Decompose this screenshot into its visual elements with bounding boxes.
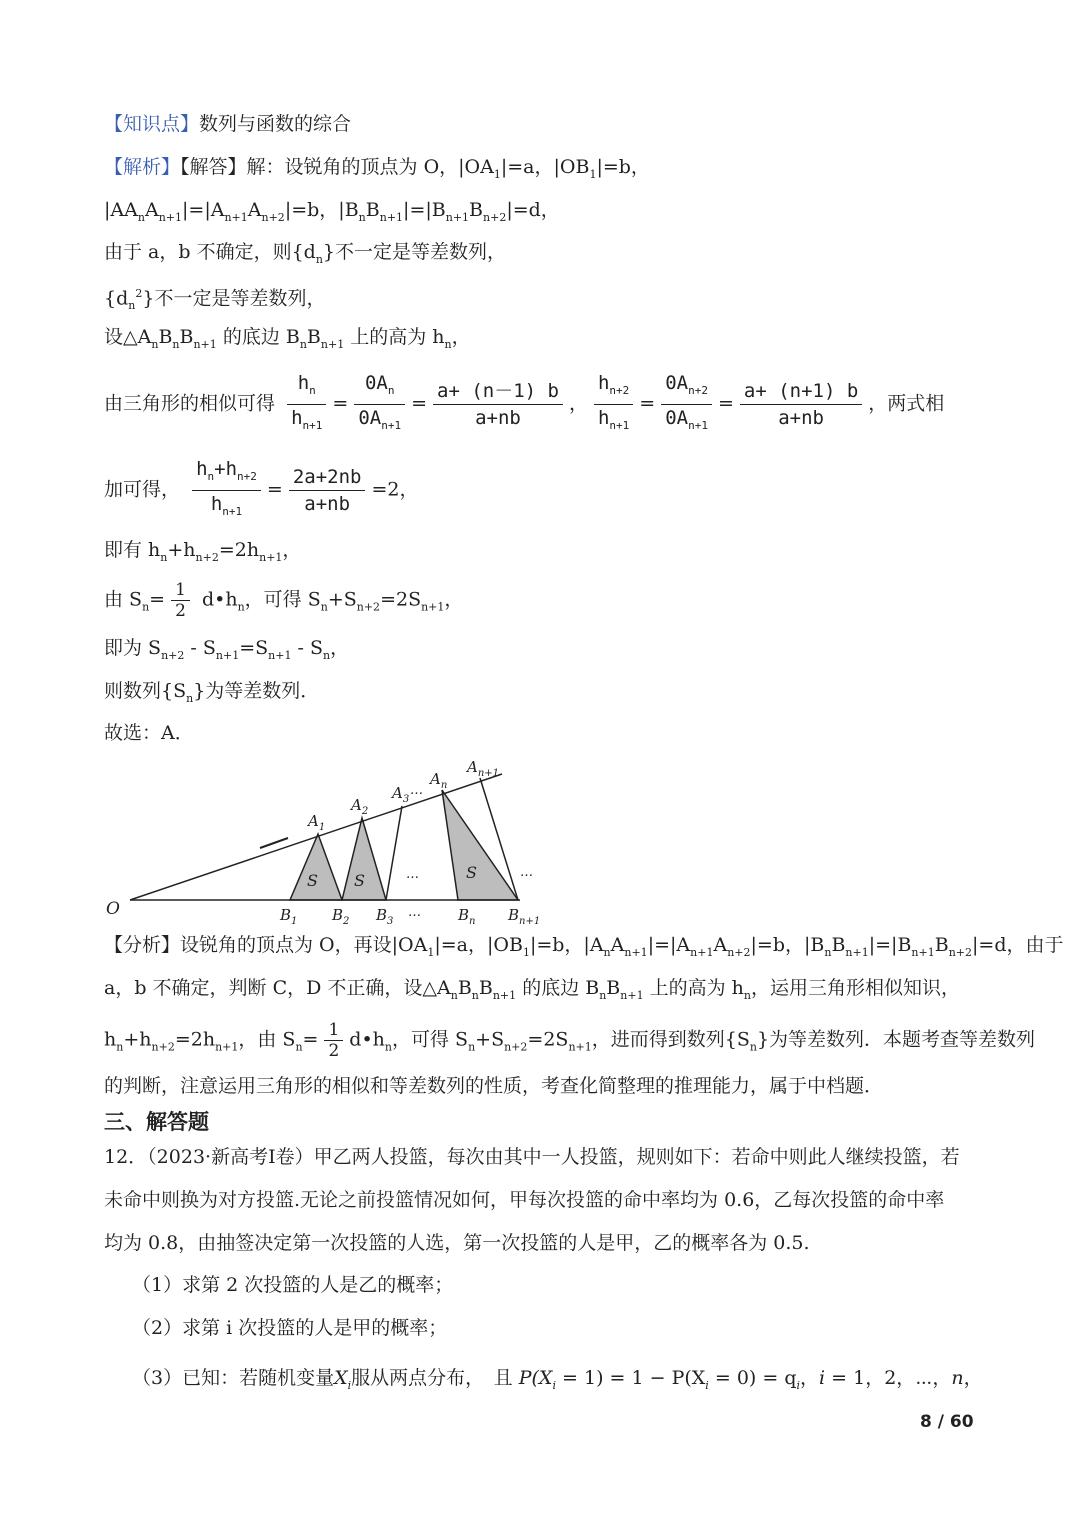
solution-line-4: $\{d_n^2\}$不一定是等差数列， bbox=[104, 287, 326, 313]
fraction-h: $\frac{h_n}{h_{n+1}}$ bbox=[287, 370, 326, 439]
question-3: （3）已知：若随机变量$X_i$服从两点分布， 且 $P(X_i = 1) = 1 - P(X_i = 0) = q_i$，i = 1，2，⋯，n， bbox=[132, 1367, 983, 1392]
label-dots-top: … bbox=[410, 783, 423, 798]
fraction-half: $\frac{1}{2}$ bbox=[171, 580, 190, 621]
label-s3: S bbox=[466, 863, 477, 882]
analysis-line-3: $h_n+h_{n+2}=2h_{n+1}$，由 $S_n=$ $\frac{1}{2}$ $d•h_n$，可得 $S_n+S_{n+2}=2S_{n+1}$，进而得到数列$\{S_n\}$为等差数列．本题考查等差数列 bbox=[104, 1020, 1036, 1061]
solution-line-9: 由 $S_n=$ $\frac{1}{2}$ $d•h_n$，可得 $S_n+S_{n+2}=2S_{n+1}$， bbox=[104, 580, 464, 621]
analysis-line-4: 的判断，注意运用三角形的相似和等差数列的性质，考查化简整理的推理能力，属于中档题． bbox=[104, 1075, 884, 1097]
label-bn1: $B_{n+1}$ bbox=[508, 906, 541, 927]
triangle-figure bbox=[100, 752, 550, 930]
analysis-line-2: a，b 不确定，判断 C，D 不正确，设$\triangle A_nB_nB_{n+1}$ 的底边 $B_nB_{n+1}$ 上的高为 $h_n$，运用三角形相似知识， bbox=[104, 977, 961, 1002]
fraction-oa: $\frac{0A_n}{0A_{n+1}}$ bbox=[354, 370, 405, 439]
solution-line-8: 即有 $h_n+h_{n+2}=2h_{n+1}$， bbox=[104, 539, 302, 564]
label-b2: $B_2$ bbox=[332, 906, 350, 927]
fraction-ab: $\frac{a+ (n-1) b}{a+nb}$ bbox=[433, 378, 563, 431]
analysis-tag: 【分析】 bbox=[104, 934, 181, 956]
label-s1: S bbox=[307, 871, 318, 890]
label-bn: $B_n$ bbox=[458, 906, 476, 927]
problem-line-1: 12．（2023·新高考Ⅰ卷）甲乙两人投篮，每次由其中一人投篮，规则如下：若命中则此人继续投篮，若 bbox=[104, 1146, 960, 1168]
knowledge-tag: 【知识点】 bbox=[104, 113, 200, 135]
label-dots-mid: … bbox=[406, 867, 419, 882]
question-2: （2）求第 i 次投篮的人是甲的概率； bbox=[132, 1317, 448, 1339]
answer-tag: 【解答】 bbox=[180, 156, 247, 178]
question-1: （1）求第 2 次投篮的人是乙的概率； bbox=[132, 1274, 454, 1296]
fraction-sum: $\frac{h_n+h_{n+2}}{h_{n+1}}$ bbox=[192, 456, 261, 525]
label-a3: $A_3$ bbox=[392, 784, 410, 805]
fraction-ab2: $\frac{a+ (n+1) b}{a+nb}$ bbox=[740, 378, 862, 431]
fraction-2a: $\frac{2a+2nb}{a+nb}$ bbox=[289, 464, 366, 517]
knowledge-line bbox=[104, 110, 351, 138]
fraction-oa2: $\frac{0A_{n+2}}{0A_{n+1}}$ bbox=[661, 370, 712, 439]
solution-line-10: 即为 $S_{n+2} - S_{n+1}=S_{n+1} - S_n$， bbox=[104, 637, 350, 662]
label-dots-bot: … bbox=[408, 905, 421, 920]
analysis-line-1: 【分析】设锐角的顶点为 O，再设$|OA_1|=a$，$|OB_1|=b$，$|A_nA_{n+1}|=|A_{n+1}A_{n+2}|=b$，$|B_nB_{n+1}|=|B_{n+1}B_{n+2}|=d$，由于 bbox=[104, 934, 1064, 959]
fraction-h2: $\frac{h_{n+2}}{h_{n+1}}$ bbox=[594, 370, 633, 439]
solution-line-2: $|AA_nA_{n+1}|=|A_{n+1}A_{n+2}|=b$，$|B_nB_{n+1}|=|B_{n+1}B_{n+2}|=d$， bbox=[104, 199, 560, 224]
label-a2: $A_2$ bbox=[351, 796, 369, 817]
label-an: $A_n$ bbox=[430, 770, 448, 791]
label-a1: $A_1$ bbox=[308, 812, 326, 833]
solution-line-5: 设$\triangle A_nB_nB_{n+1}$ 的底边 $B_nB_{n+1}$ 上的高为 $h_n$， bbox=[104, 326, 471, 351]
problem-line-2: 未命中则换为对方投篮.无论之前投篮情况如何，甲每次投篮的命中率均为 0.6，乙每次投篮的命中率 bbox=[104, 1189, 945, 1211]
solution-line-11: 则数列$\{S_n\}$为等差数列． bbox=[104, 680, 320, 705]
problem-line-3: 均为 0.8，由抽签决定第一次投篮的人选，第一次投篮的人是甲，乙的概率各为 0.5. bbox=[104, 1232, 810, 1254]
solution-line-6: 由三角形的相似可得 $\frac{h_n}{h_{n+1}}$ = $\frac{0A_n}{0A_{n+1}}$ = $\frac{a+ (n-1) b}{a+nb}$ ， $\frac{h_{n+2}}{h_{n+1}}$ = $\frac{0A_{n+2}}{0A_{n+1}}$ = $\frac{a+ (n+1) b}{a+nb}$ ，两式相 bbox=[104, 370, 944, 439]
label-an1: $A_{n+1}$ bbox=[467, 758, 500, 779]
section-title: 三、解答题 bbox=[104, 1110, 209, 1134]
label-o: O bbox=[106, 899, 120, 919]
page-number: 8 / 60 bbox=[920, 1412, 974, 1432]
knowledge-text: 数列与函数的综合 bbox=[199, 113, 352, 135]
label-b1: $B_1$ bbox=[280, 906, 298, 927]
solution-line-3: 由于 a，b 不确定，则$\{d_n\}$不一定是等差数列， bbox=[104, 241, 507, 266]
solution-tag: 【解析】 bbox=[104, 156, 181, 178]
solution-line-1: 【解析】【解答】解：设锐角的顶点为 O，$|OA_1|=a$，$|OB_1|=b$， bbox=[104, 156, 650, 181]
solution-line-7: 加可得， $\frac{h_n+h_{n+2}}{h_{n+1}}$ = $\frac{2a+2nb}{a+nb}$ =2， bbox=[104, 456, 418, 525]
label-dots-right: … bbox=[520, 865, 533, 880]
label-b3: $B_3$ bbox=[376, 906, 394, 927]
fraction-half-2: $\frac{1}{2}$ bbox=[324, 1020, 343, 1061]
label-s2: S bbox=[354, 871, 365, 890]
solution-line-12: 故选：A． bbox=[104, 722, 194, 744]
